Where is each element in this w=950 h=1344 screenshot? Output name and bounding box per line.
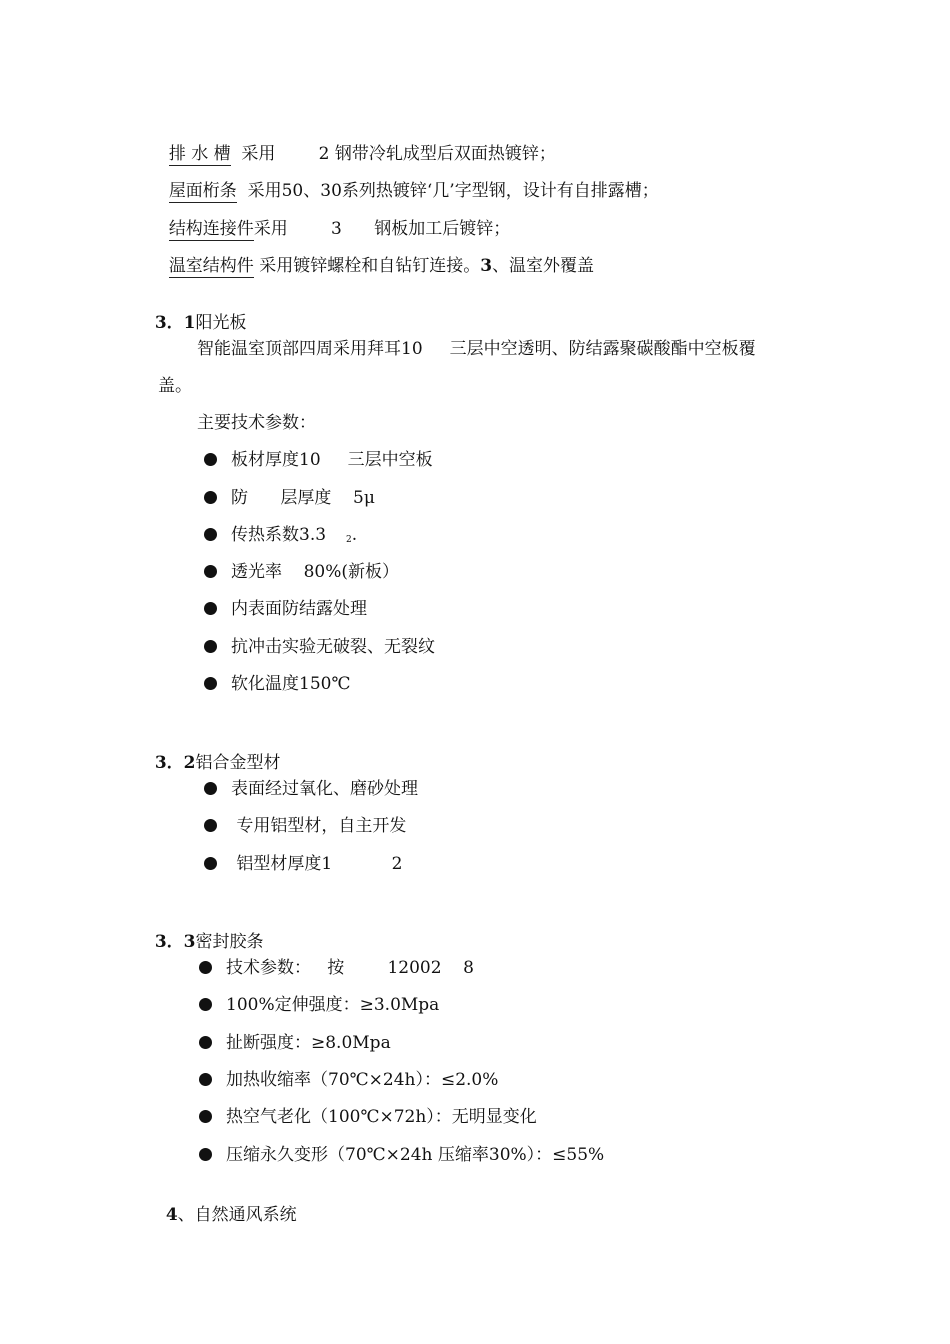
list-item-text: 专用铝型材，自主开发	[231, 816, 407, 836]
list-item-text: 热空气老化（100℃×72h）：无明显变化	[226, 1107, 537, 1127]
bullet-icon	[199, 1073, 212, 1086]
list-item	[204, 673, 350, 695]
list-item-text: 内表面防结露处理	[231, 599, 367, 619]
list-item	[199, 1106, 537, 1128]
spec-row	[158, 233, 594, 277]
bullet-icon	[204, 819, 217, 832]
list-item-text: 加热收缩率（70℃×24h）：≤2.0%	[226, 1070, 499, 1090]
list-item	[204, 853, 402, 875]
list-item-text: 技术参数： 按 12002 8	[226, 958, 474, 978]
bullet-icon	[204, 453, 217, 466]
list-item	[199, 1032, 391, 1054]
list-item	[204, 487, 375, 509]
list-item-text: 100%定伸强度：≥3.0Mpa	[226, 995, 440, 1015]
section-title: 、温室外覆盖	[492, 256, 595, 276]
list-item-text: 表面经过氧化、磨砂处理	[231, 779, 418, 799]
spec-text: 采用50、30系列热镀锌‘几’字型钢，设计有自排露槽；	[236, 181, 659, 201]
spec-term: 温室结构件	[168, 256, 254, 276]
list-item-text: 铝型材厚度1 2	[231, 854, 403, 874]
spec-term: 排 水 槽	[168, 144, 231, 164]
section-number: 3	[480, 256, 493, 276]
bullet-icon	[204, 528, 217, 541]
spec-term: 结构连接件	[168, 219, 254, 239]
bullet-icon	[204, 857, 217, 870]
spec-text: 采用 2 钢带冷轧成型后双面热镀锌；	[230, 144, 556, 164]
bullet-icon	[199, 1148, 212, 1161]
bullet-icon	[204, 565, 217, 578]
bullet-icon	[204, 782, 217, 795]
bullet-icon	[199, 1036, 212, 1049]
bullet-icon	[199, 998, 212, 1011]
list-item-text: .	[351, 525, 358, 545]
list-item-text: 软化温度150℃	[231, 674, 351, 694]
list-item-text: 防 层厚度 5μ	[231, 488, 375, 508]
list-item-text: 抗冲击实验无破裂、无裂纹	[231, 637, 435, 657]
spec-text: 采用镀锌螺栓和自钻钉连接。	[253, 256, 481, 276]
bullet-icon	[199, 1110, 212, 1123]
list-item	[204, 636, 435, 658]
section-heading-3-1	[144, 290, 246, 334]
spec-text: 采用 3 钢板加工后镀锌；	[253, 219, 511, 239]
list-item-text: 压缩永久变形（70℃×24h 压缩率30%）：≤55%	[226, 1145, 605, 1165]
bullet-icon	[199, 961, 212, 974]
subscript-text: 2	[346, 535, 352, 545]
section-title: 铝合金型材	[195, 753, 281, 773]
section-title: 、自然通风系统	[177, 1205, 297, 1225]
list-item	[199, 994, 439, 1016]
list-item	[204, 449, 433, 471]
list-item	[204, 598, 367, 620]
spec-term: 屋面桁条	[168, 181, 237, 201]
bullet-icon	[204, 640, 217, 653]
params-title: 主要技术参数：	[197, 413, 316, 433]
bullet-icon	[204, 677, 217, 690]
section-number: 3．1	[154, 313, 196, 333]
list-item-text: 传热系数3.3	[231, 525, 327, 545]
section-heading-4	[155, 1182, 297, 1226]
list-item-text: 板材厚度10 三层中空板	[231, 450, 433, 470]
list-item	[199, 1144, 604, 1166]
section-number: 3．3	[154, 932, 196, 952]
bullet-icon	[204, 602, 217, 615]
section-number: 4	[165, 1205, 178, 1225]
list-item	[204, 778, 418, 800]
list-item	[199, 957, 474, 979]
list-item	[204, 815, 406, 837]
list-item-text: 透光率 80%(新板）	[231, 562, 400, 582]
section-number: 3．2	[154, 753, 196, 773]
list-item	[199, 1069, 498, 1091]
section-title: 阳光板	[195, 313, 247, 333]
list-item	[204, 561, 399, 583]
list-item	[204, 524, 357, 551]
section-title: 密封胶条	[195, 932, 264, 952]
list-item-text: 扯断强度：≥8.0Mpa	[226, 1033, 391, 1053]
paragraph-line: 盖。	[158, 376, 192, 396]
paragraph-line: 智能温室顶部四周采用拜耳10 三层中空透明、防结露聚碳酸酯中空板覆	[197, 339, 756, 359]
section-heading-3-3	[144, 909, 263, 953]
section-heading-3-2	[144, 730, 280, 774]
bullet-icon	[204, 491, 217, 504]
